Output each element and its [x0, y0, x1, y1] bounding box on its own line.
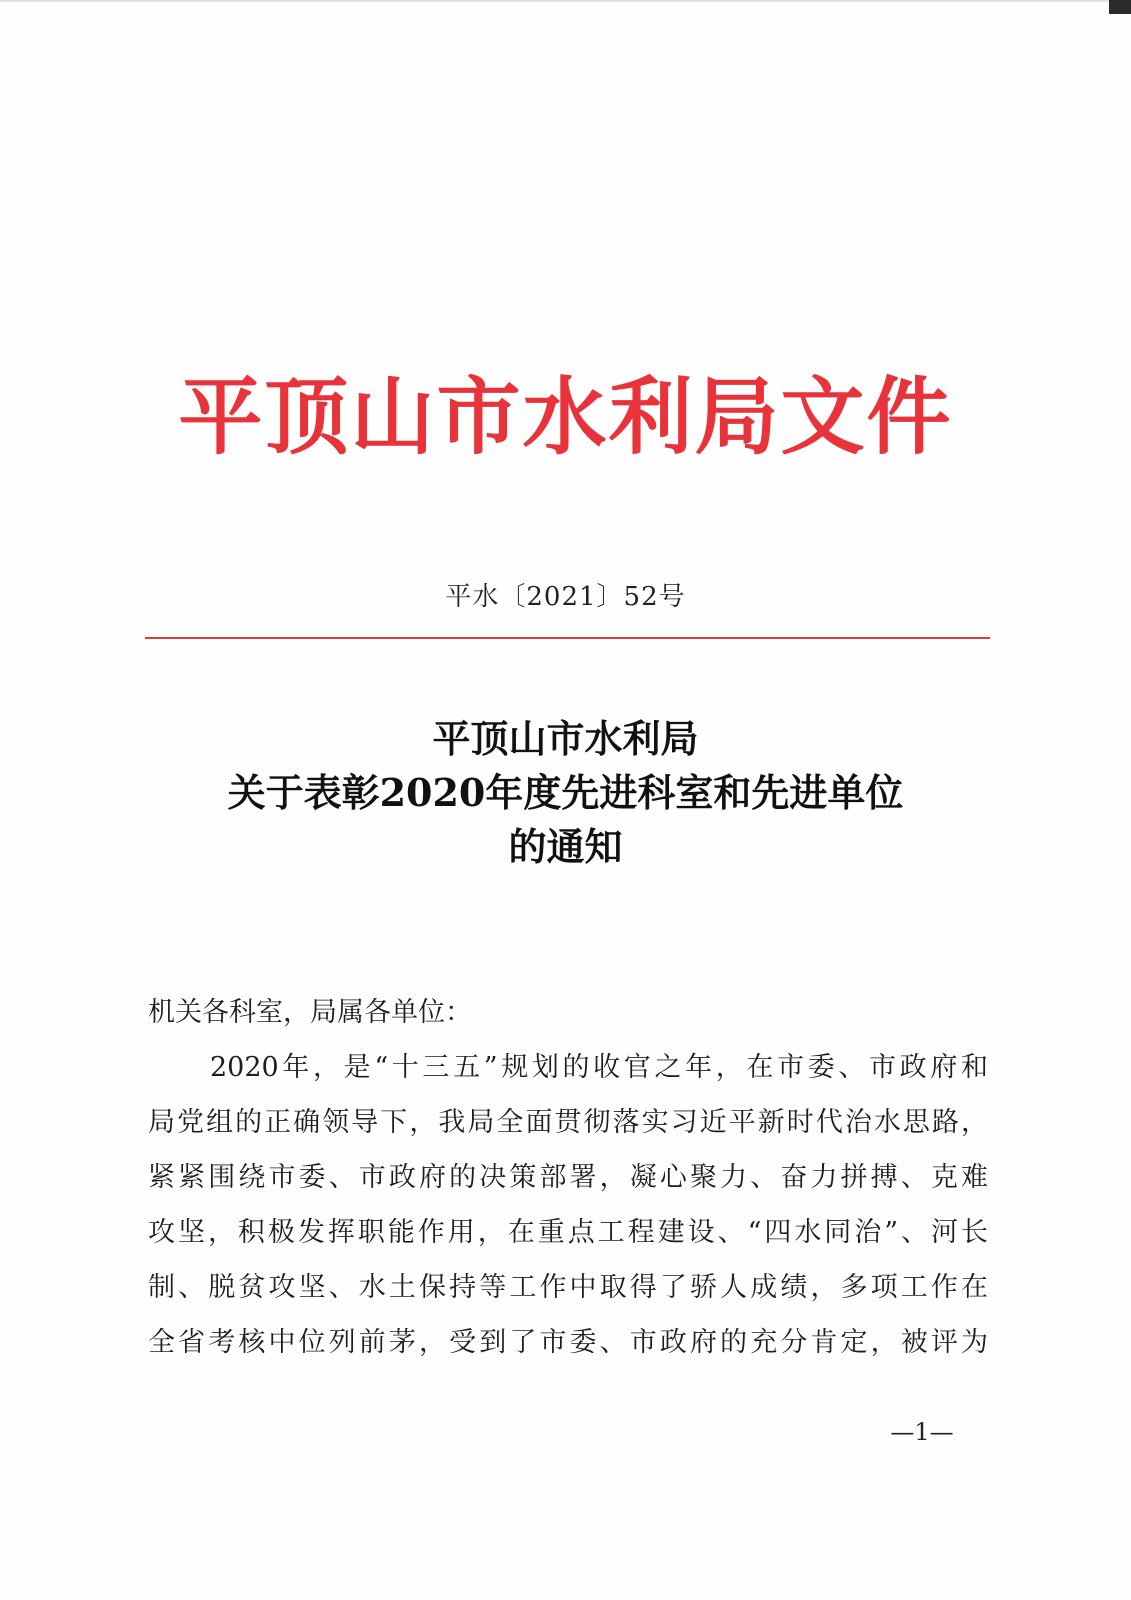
document-number: 平水〔2021〕52号 [445, 582, 686, 612]
notice-title [0, 712, 1131, 874]
paragraph-line: 制、脱贫攻坚、水土保持等工作中取得了骄人成绩，多项工作在 [148, 1272, 988, 1303]
paragraph-line: 全省考核中位列前茅，受到了市委、市政府的充分肯定，被评为 [148, 1327, 988, 1358]
paragraph-line: 2020年，是“十三五”规划的收官之年，在市委、市政府和 [210, 1052, 988, 1083]
page-number: —1— [890, 1418, 954, 1446]
scan-corner-mark [1109, 0, 1131, 14]
salutation: 机关各科室，局属各单位： [148, 997, 472, 1028]
notice-title-line: 关于表彰2020年度先进科室和先进单位 [227, 770, 904, 815]
notice-title-line: 的通知 [508, 824, 623, 869]
red-divider-line [145, 637, 990, 639]
notice-title-line: 平顶山市水利局 [432, 716, 699, 761]
notice-body [148, 985, 988, 1370]
paragraph-line: 攻坚，积极发挥职能作用，在重点工程建设、“四水同治”、河长 [148, 1217, 988, 1248]
paragraph-line: 紧紧围绕市委、市政府的决策部署，凝心聚力、奋力拼搏、克难 [148, 1162, 988, 1193]
scan-edge [0, 0, 1131, 3]
paragraph-line: 局党组的正确领导下，我局全面贯彻落实习近平新时代治水思路， [148, 1107, 988, 1138]
document-header-title: 平顶山市水利局文件 [178, 367, 953, 466]
